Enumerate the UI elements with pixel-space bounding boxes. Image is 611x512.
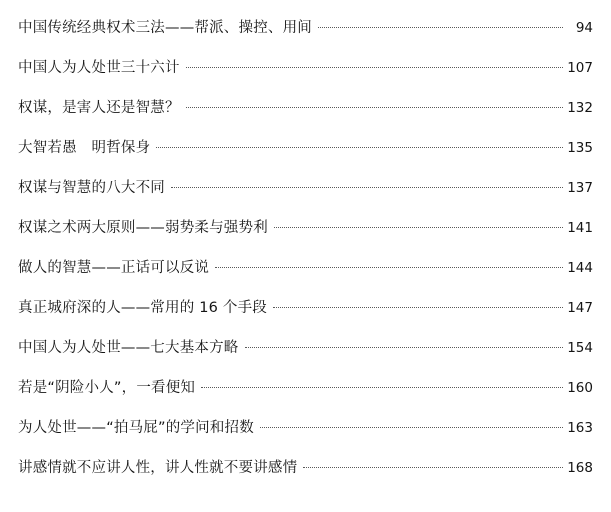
toc-entry[interactable] — [18, 368, 593, 408]
toc-entry[interactable] — [18, 408, 593, 448]
toc-entry-title: 权谋与智慧的八大不同 — [18, 180, 165, 196]
toc-entry-leader — [273, 307, 563, 308]
toc-entry-page: 147 — [567, 300, 593, 316]
toc-entry[interactable] — [18, 288, 593, 328]
toc-entry-title: 做人的智慧——正话可以反说 — [18, 260, 210, 276]
toc-entry-title: 中国人为人处世——七大基本方略 — [18, 340, 239, 356]
toc-entry-page: 94 — [575, 20, 593, 36]
toc-entry-leader — [274, 227, 563, 228]
toc-entry[interactable] — [18, 128, 593, 168]
toc-entry-page: 132 — [567, 100, 593, 116]
toc-entry[interactable] — [18, 8, 593, 48]
toc-entry-leader — [171, 187, 563, 188]
toc-entry-leader — [318, 27, 563, 28]
toc-entry-page: 163 — [567, 420, 593, 436]
toc-entry-title: 中国人为人处世三十六计 — [18, 60, 180, 76]
toc-entry-title: 权谋，是害人还是智慧？ — [18, 100, 180, 116]
toc-entry-title: 权谋之术两大原则——弱势柔与强势利 — [18, 220, 268, 236]
toc-entry[interactable] — [18, 48, 593, 88]
toc-entry-leader — [215, 267, 563, 268]
toc-entry-page: 154 — [567, 340, 593, 356]
toc-entry[interactable] — [18, 168, 593, 208]
toc-entry-title: 中国传统经典权术三法——帮派、操控、用间 — [18, 20, 312, 36]
toc-entry-leader — [260, 427, 563, 428]
toc-entry-title: 大智若愚 明哲保身 — [18, 140, 151, 156]
toc-entry-leader — [303, 467, 563, 468]
toc-entry-page: 141 — [567, 220, 593, 236]
toc-entry-page: 135 — [567, 140, 593, 156]
toc-entry-title: 为人处世——“拍马屁”的学问和招数 — [18, 420, 254, 436]
toc-entry[interactable] — [18, 248, 593, 288]
toc-entry-page: 168 — [567, 460, 593, 476]
toc-entry-leader — [201, 387, 563, 388]
toc-entry[interactable] — [18, 88, 593, 128]
toc-entry-title: 讲感情就不应讲人性，讲人性就不要讲感情 — [18, 460, 298, 476]
toc-entry-title: 真正城府深的人——常用的 16 个手段 — [18, 300, 267, 316]
toc-entry-page: 160 — [567, 380, 593, 396]
toc-entry[interactable] — [18, 208, 593, 248]
toc-entry-leader — [186, 67, 563, 68]
toc-entry-leader — [245, 347, 564, 348]
toc-entry-leader — [186, 107, 563, 108]
toc-entry-title: 若是“阴险小人”，一看便知 — [18, 380, 196, 396]
toc-entry-leader — [156, 147, 563, 148]
toc-entry[interactable] — [18, 328, 593, 368]
toc-entry-page: 144 — [567, 260, 593, 276]
toc-entry[interactable] — [18, 448, 593, 488]
toc-entry-page: 107 — [567, 60, 593, 76]
toc-entry-page: 137 — [567, 180, 593, 196]
